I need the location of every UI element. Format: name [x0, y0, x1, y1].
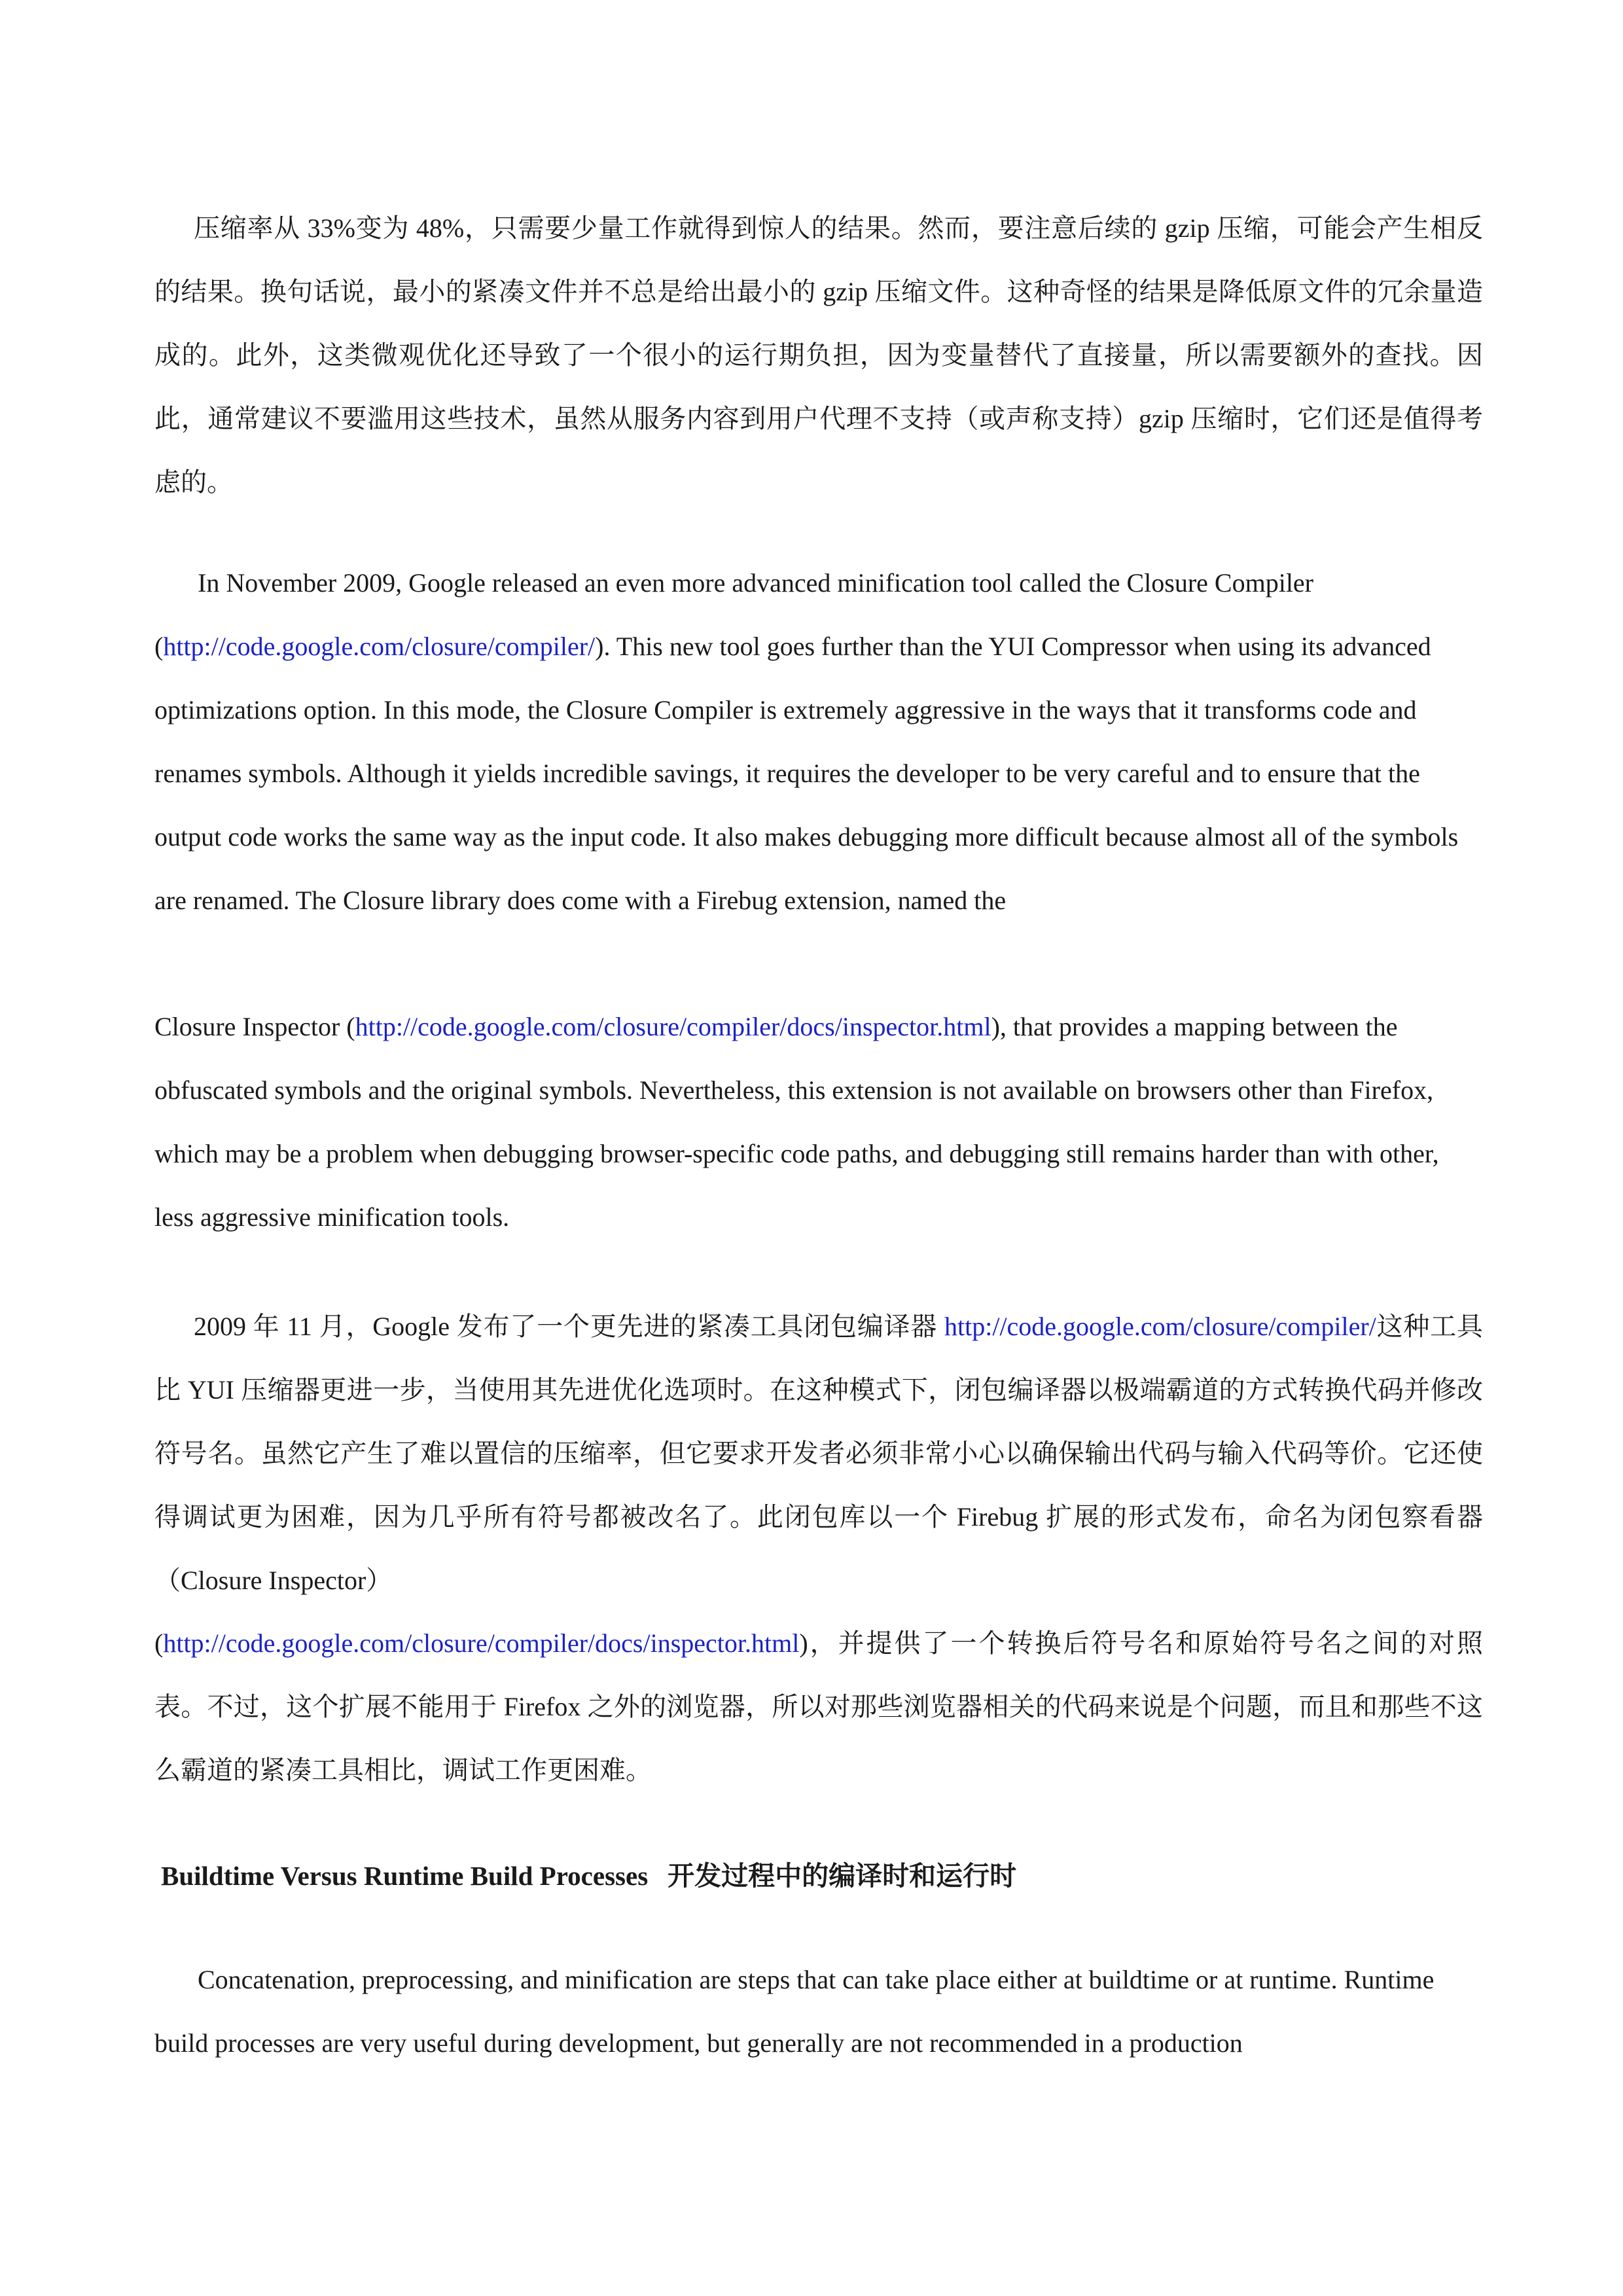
paragraph-text: Concatenation, preprocessing, and minification are steps that can take place either at buildtime or at runtime. Runtime build processes are very useful during development, but generally are not recommended in a production [154, 1965, 1435, 2058]
heading-zh: 开发过程中的编译时和运行时 [668, 1861, 1017, 1891]
paragraph-closure-compiler-en [154, 551, 1483, 932]
closure-compiler-link[interactable]: http://code.google.com/closure/compiler/ [944, 1312, 1376, 1341]
closure-compiler-link[interactable]: http://code.google.com/closure/compiler/ [163, 632, 596, 661]
paragraph-closure-inspector-zh [154, 1611, 1483, 1802]
section-heading [161, 1856, 1016, 1895]
paragraph-compression-rate [154, 196, 1483, 514]
paragraph-closure-inspector-en [154, 995, 1483, 1249]
paragraph-text: ), that provides a mapping between the obfuscated symbols and the original symbols. Nevertheless, this extension is not available on browsers other than Firefox, which may be a problem when debugging browser-specific code paths, and debugging still remains harder than with other, less aggressive minification tools. [154, 1012, 1439, 1232]
paragraph-text: Closure Inspector ( [154, 1012, 355, 1041]
paragraph-text: ). This new tool goes further than the YUI Compressor when using its advanced optimizations option. In this mode, the Closure Compiler is extremely aggressive in the ways that it transforms code and renames symbols. Although it yields incredible savings, it requires the developer to be very careful and to ensure that the output code works the same way as the input code. It also makes debugging more difficult because almost all of the symbols are renamed. The Closure library does come with a Firebug extension, named the [154, 632, 1459, 915]
paragraph-text: )，并提供了一个转换后符号名和原始符号名之间的对照表。不过，这个扩展不能用于 Firefox 之外的浏览器，所以对那些浏览器相关的代码来说是个问题，而且和那些不这么霸道的紧凑工具相比，调试工作更困难。 [154, 1628, 1483, 1785]
paragraph-text: 这种工具比 YUI 压缩器更进一步，当使用其先进优化选项时。在这种模式下，闭包编译器以极端霸道的方式转换代码并修改符号名。虽然它产生了难以置信的压缩率，但它要求开发者必须非常小心以确保输出代码与输入代码等价。它还使得调试更为困难，因为几乎所有符号都被改名了。此闭包库以一个 Firebug 扩展的形式发布，命名为闭包察看器（Closure Inspector） [154, 1312, 1483, 1595]
paragraph-text: 压缩率从 33%变为 48%，只需要少量工作就得到惊人的结果。然而，要注意后续的 gzip 压缩，可能会产生相反的结果。换句话说，最小的紧凑文件并不总是给出最小的 gzip 压缩文件。这种奇怪的结果是降低原文件的冗余量造成的。此外，这类微观优化还导致了一个很小的运行期负担，因为变量替代了直接量，所以需要额外的查找。因此，通常建议不要滥用这些技术，虽然从服务内容到用户代理不支持（或声称支持）gzip 压缩时，它们还是值得考虑的。 [154, 213, 1483, 497]
heading-en: Buildtime Versus Runtime Build Processes [161, 1861, 649, 1891]
paragraph-text: In November 2009, Google released an even more advanced minification tool called the Closure Compiler ( [154, 568, 1313, 661]
paragraph-build-processes [154, 1948, 1483, 2075]
paragraph-text: 2009 年 11 月，Google 发布了一个更先进的紧凑工具闭包编译器 [194, 1312, 944, 1341]
paragraph-text: ( [154, 1628, 164, 1658]
closure-inspector-link[interactable]: http://code.google.com/closure/compiler/docs/inspector.html [355, 1012, 991, 1041]
paragraph-closure-compiler-zh [154, 1295, 1483, 1612]
closure-inspector-link[interactable]: http://code.google.com/closure/compiler/docs/inspector.html [163, 1628, 800, 1658]
